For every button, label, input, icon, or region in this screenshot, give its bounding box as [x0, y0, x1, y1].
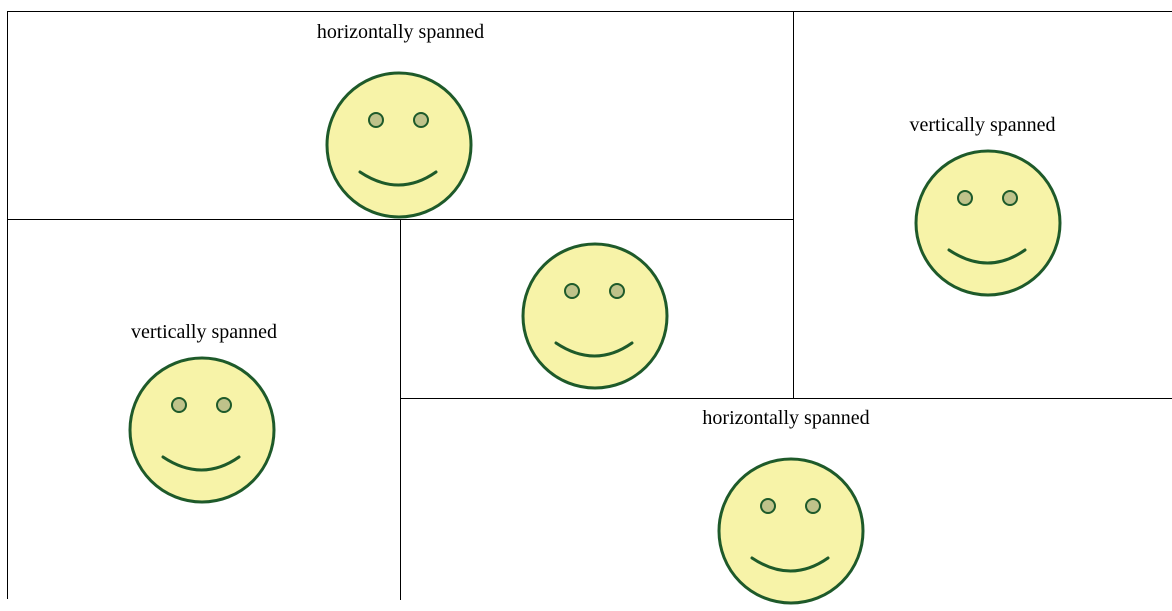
smiley-face-icon	[324, 70, 474, 220]
cell-label: horizontally spanned	[316, 21, 485, 43]
cell-vertically-spanned-right	[793, 12, 1172, 399]
cell-horizontally-spanned-top	[8, 12, 794, 220]
table-grid	[7, 11, 1172, 599]
smiley-face-icon	[716, 456, 866, 606]
cell-label: vertically spanned	[909, 114, 1056, 136]
cell-horizontally-spanned-bottom	[400, 398, 1172, 600]
smiley-face-icon	[913, 148, 1063, 298]
smiley-face-icon	[520, 241, 670, 391]
cell-label: horizontally spanned	[702, 407, 870, 429]
smiley-face-icon	[127, 355, 277, 505]
cell-center	[400, 219, 794, 399]
cell-vertically-spanned-left	[8, 219, 401, 600]
cell-label: vertically spanned	[130, 321, 278, 343]
